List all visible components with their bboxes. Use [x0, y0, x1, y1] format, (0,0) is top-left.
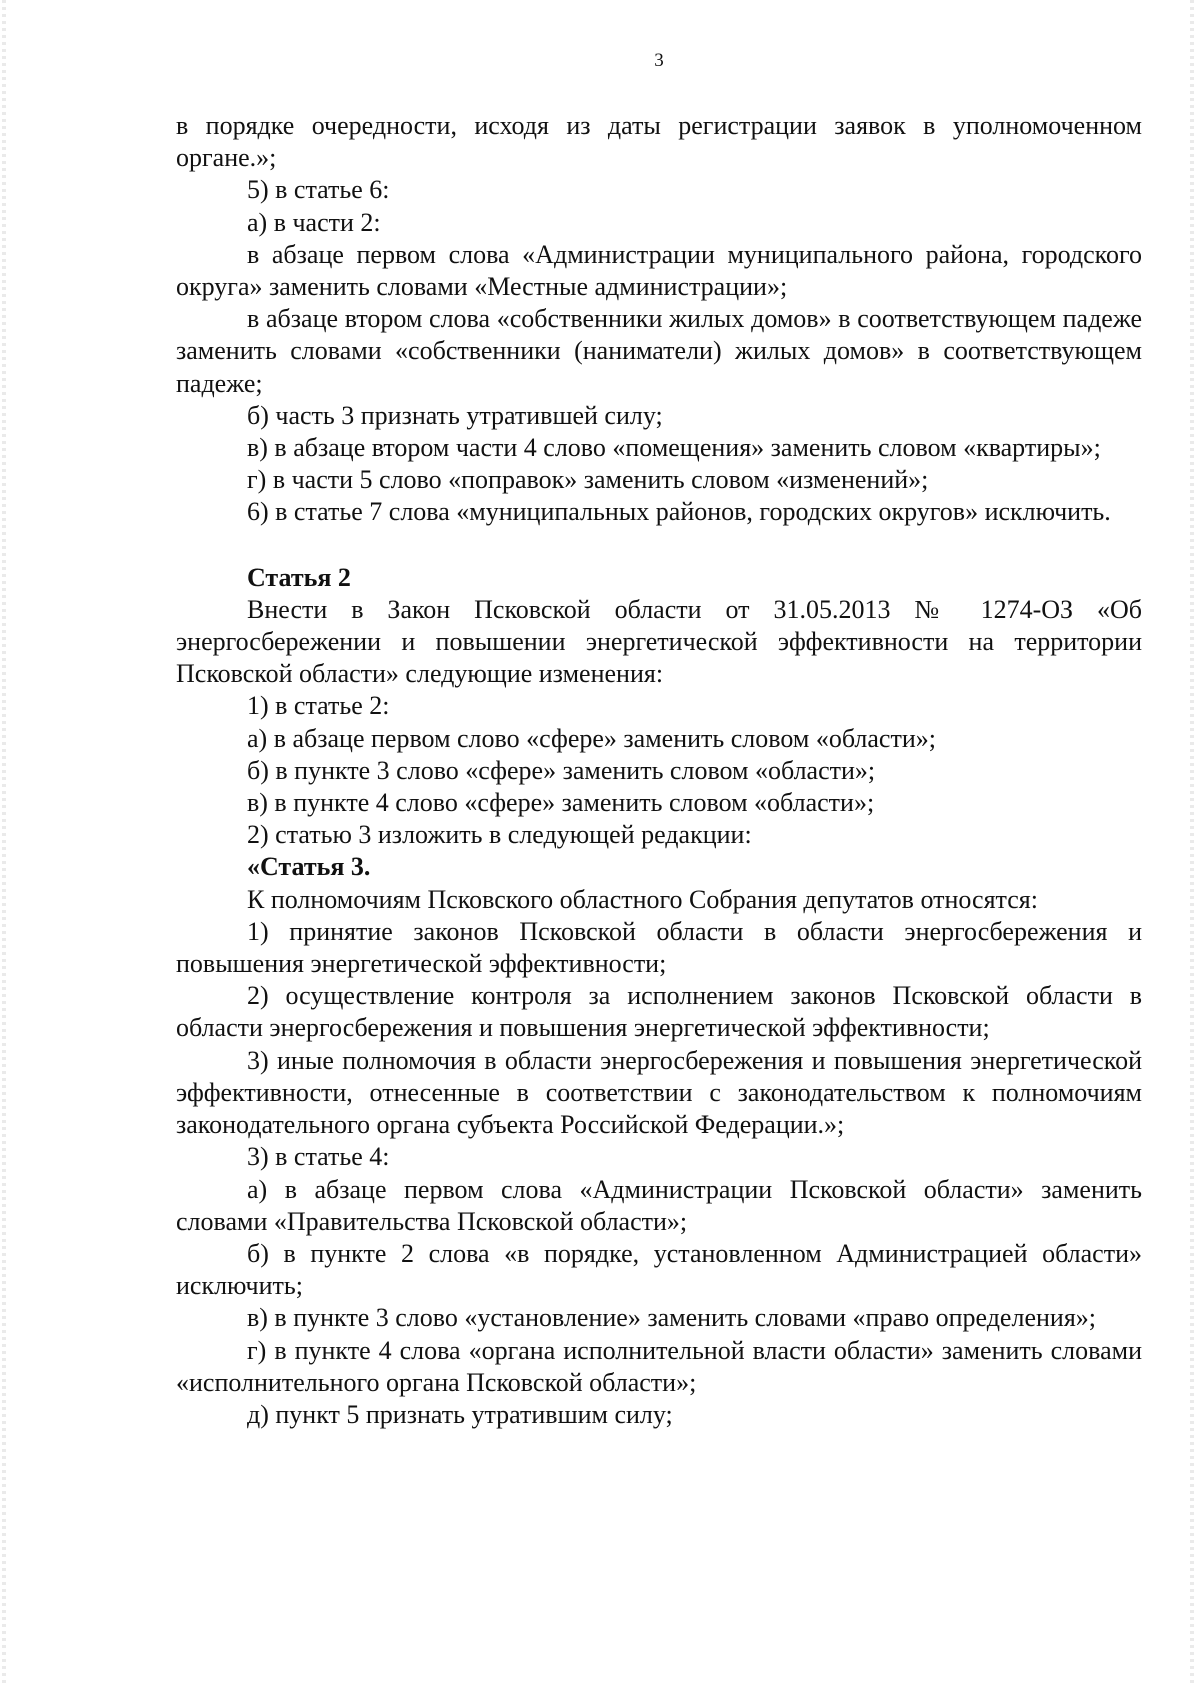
list-item-v: в) в пункте 4 слово «сфере» заменить словом «области»;	[247, 788, 875, 818]
list-item-power-1: 1) принятие законов Псковской области в области энергосбережения и повышения энергетической эффективности;	[176, 916, 1142, 979]
paragraph-first-abzac: в абзаце первом слова «Администрации муниципального района, городского округа» заменить словами «Местные администрации»;	[176, 239, 1142, 302]
list-item-article-7: 6) в статье 7 слова «муниципальных районов, городских округов» исключить.	[247, 497, 1111, 527]
list-item-article-4-a: а) в абзаце первом слова «Администрации Псковской области» заменить словами «Правительства Псковской области»;	[176, 1174, 1142, 1236]
list-item-part-5: г) в части 5 слово «поправок» заменить словом «изменений»;	[247, 465, 929, 495]
list-item-article-3-ref: 2) статью 3 изложить в следующей редакции:	[247, 820, 752, 850]
section-spacer	[176, 529, 1142, 562]
paragraph-powers-intro: К полномочиям Псковского областного Собрания депутатов относятся:	[247, 884, 1038, 914]
list-item-b: б) в пункте 3 слово «сфере» заменить словом «области»;	[247, 755, 876, 785]
list-item-article-4-v: в) в пункте 3 слово «установление» заменить словами «право определения»;	[247, 1303, 1096, 1333]
quoted-heading-article-3: «Статья 3.	[247, 852, 371, 882]
list-item-a: а) в абзаце первом слово «сфере» заменить словом «области»;	[247, 723, 936, 753]
list-item-article-4-b: б) в пункте 2 слова «в порядке, установленном Администрацией области» исключить;	[176, 1238, 1142, 1301]
paragraph-continuation: в порядке очередности, исходя из даты регистрации заявок в уполномоченном органе.»;	[176, 111, 1142, 173]
list-item-power-2: 2) осуществление контроля за исполнением законов Псковской области в области энергосбережения и повышения энергетической эффективности;	[176, 981, 1142, 1043]
paragraph-amend-law: Внести в Закон Псковской области от 31.05.2013 № 1274-ОЗ «Об энергосбережении и повышении энергетической эффективности на территории Псковской области» следующие изменения:	[176, 594, 1142, 689]
document-body	[176, 110, 1142, 1431]
list-item-part-3: б) часть 3 признать утратившей силу;	[247, 400, 663, 430]
list-item-article-4-g: г) в пункте 4 слова «органа исполнительной власти области» заменить словами «исполнительного органа Псковской области»;	[176, 1335, 1142, 1397]
list-item-part-2: а) в части 2:	[247, 207, 381, 237]
list-item-article-2-ref: 1) в статье 2:	[247, 691, 390, 721]
list-item-power-3: 3) иные полномочия в области энергосбережения и повышения энергетической эффективности, отнесенные в соответствии с законодательством к полномочиям законодательного органа субъекта Российской Федерации.»;	[176, 1045, 1142, 1140]
section-heading-article-2: Статья 2	[247, 562, 351, 592]
list-item-article-4-d: д) пункт 5 признать утратившим силу;	[247, 1399, 673, 1429]
list-item-article-6: 5) в статье 6:	[247, 175, 390, 205]
scan-edge-left	[2, 0, 6, 1686]
scan-edge-right	[1190, 0, 1194, 1686]
page-number: 3	[654, 50, 664, 71]
list-item-article-4-ref: 3) в статье 4:	[247, 1142, 390, 1172]
list-item-part-4: в) в абзаце втором части 4 слово «помещения» заменить словом «квартиры»;	[247, 433, 1101, 463]
paragraph-second-abzac: в абзаце втором слова «собственники жилых домов» в соответствующем падеже заменить словами «собственники (наниматели) жилых домов» в соответствующем падеже;	[176, 304, 1142, 398]
